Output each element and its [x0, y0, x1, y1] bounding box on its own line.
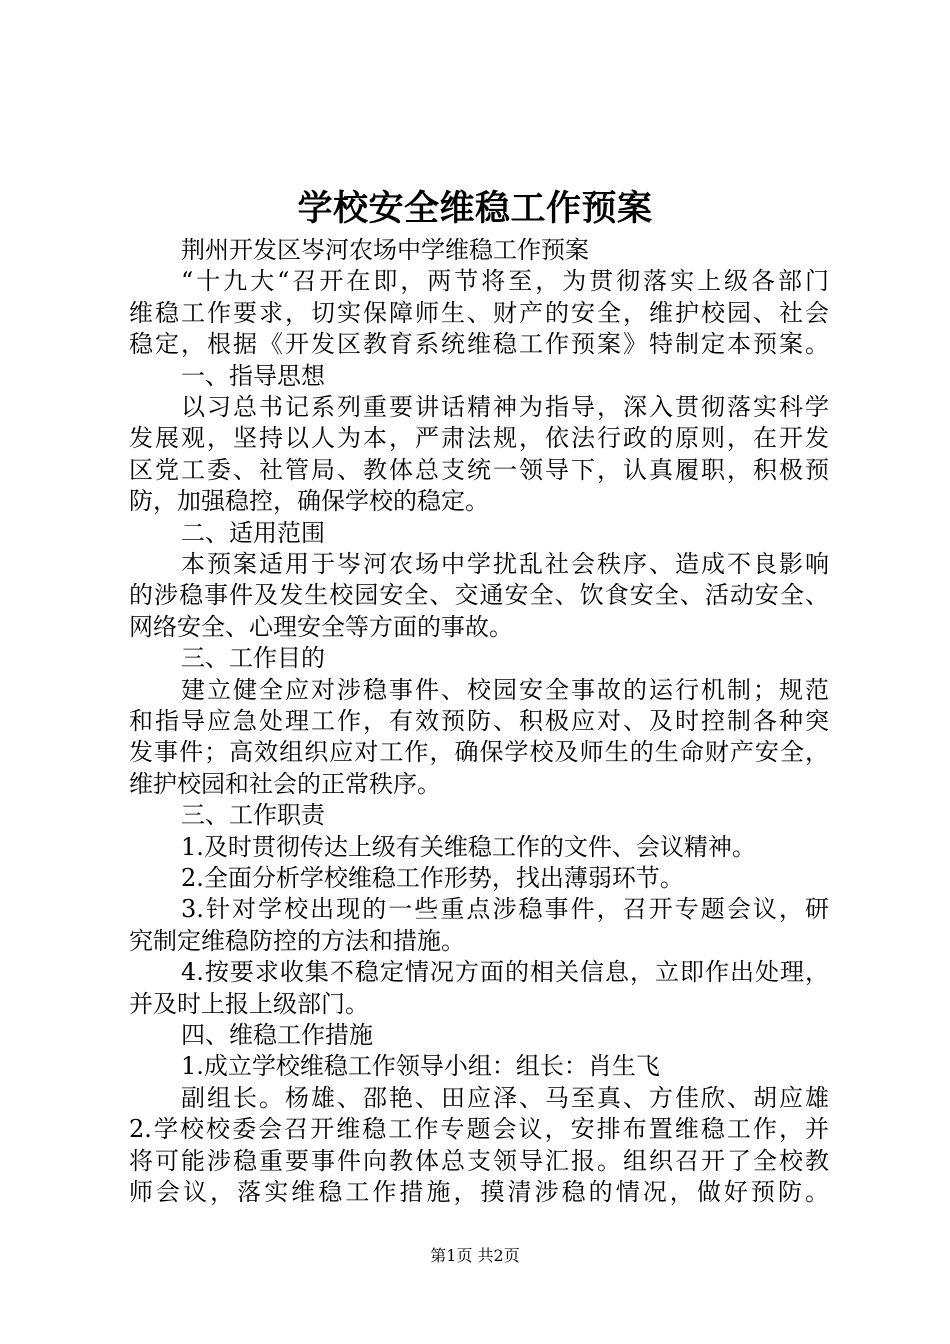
text-line: 本预案适用于岑河农场中学扰乱社会秩序、造成不良影响	[181, 550, 829, 578]
section-heading: 二、适用范围	[181, 519, 325, 547]
text-line: 发展观，坚持以人为本，严肃法规，依法行政的原则，在开发	[129, 424, 829, 452]
text-line: 将可能涉稳重要事件向教体总支领导汇报。组织召开了全校教	[129, 1147, 829, 1175]
text-line: 的涉稳事件及发生校园安全、交通安全、饮食安全、活动安全、	[129, 581, 829, 609]
document-title: 学校安全维稳工作预案	[297, 188, 653, 229]
text-line: 维稳工作要求，切实保障师生、财产的安全，维护校园、社会	[129, 299, 829, 327]
text-line: 副组长。杨雄、邵艳、田应泽、马至真、方佳欣、胡应雄	[181, 1084, 829, 1112]
page-footer: 第1页 共2页	[430, 1246, 520, 1265]
section-heading: 四、维稳工作措施	[181, 1021, 373, 1049]
list-item: 2.学校校委会召开维稳工作专题会议，安排布置维稳工作，并	[129, 1115, 829, 1143]
section-heading: 三、工作职责	[181, 801, 325, 829]
text-line: 究制定维稳防控的方法和措施。	[129, 927, 465, 955]
list-item: 1.及时贯彻传达上级有关维稳工作的文件、会议精神。	[181, 833, 756, 861]
text-line: 以习总书记系列重要讲话精神为指导，深入贯彻落实科学	[181, 393, 829, 421]
text-line: 和指导应急处理工作，有效预防、积极应对、及时控制各种突	[129, 707, 829, 735]
text-line: 发事件；高效组织应对工作，确保学校及师生的生命财产安全，	[129, 738, 829, 766]
text-line: 建立健全应对涉稳事件、校园安全事故的运行机制；规范	[181, 676, 829, 704]
text-line: 防，加强稳控，确保学校的稳定。	[129, 487, 489, 515]
list-item: 3.针对学校出现的一些重点涉稳事件，召开专题会议，研	[181, 895, 829, 923]
text-line: 区党工委、社管局、教体总支统一领导下，认真履职，积极预	[129, 456, 829, 484]
text-line: 维护校园和社会的正常秩序。	[129, 770, 441, 798]
text-line: 荆州开发区岑河农场中学维稳工作预案	[181, 236, 589, 264]
text-line: 并及时上报上级部门。	[129, 990, 369, 1018]
list-item: 2.全面分析学校维稳工作形势，找出薄弱环节。	[181, 864, 684, 892]
section-heading: 三、工作目的	[181, 644, 325, 672]
text-line: 稳定，根据《开发区教育系统维稳工作预案》特制定本预案。	[129, 330, 829, 358]
text-line: 网络安全、心理安全等方面的事故。	[129, 613, 513, 641]
list-item: 1.成立学校维稳工作领导小组：组长：肖生飞	[181, 1052, 660, 1080]
list-item: 4.按要求收集不稳定情况方面的相关信息，立即作出处理，	[181, 958, 829, 986]
text-line: “十九大“召开在即，两节将至，为贯彻落实上级各部门	[181, 267, 829, 295]
text-line: 师会议，落实维稳工作措施，摸清涉稳的情况，做好预防。	[129, 1178, 829, 1206]
section-heading: 一、指导思想	[181, 362, 325, 390]
